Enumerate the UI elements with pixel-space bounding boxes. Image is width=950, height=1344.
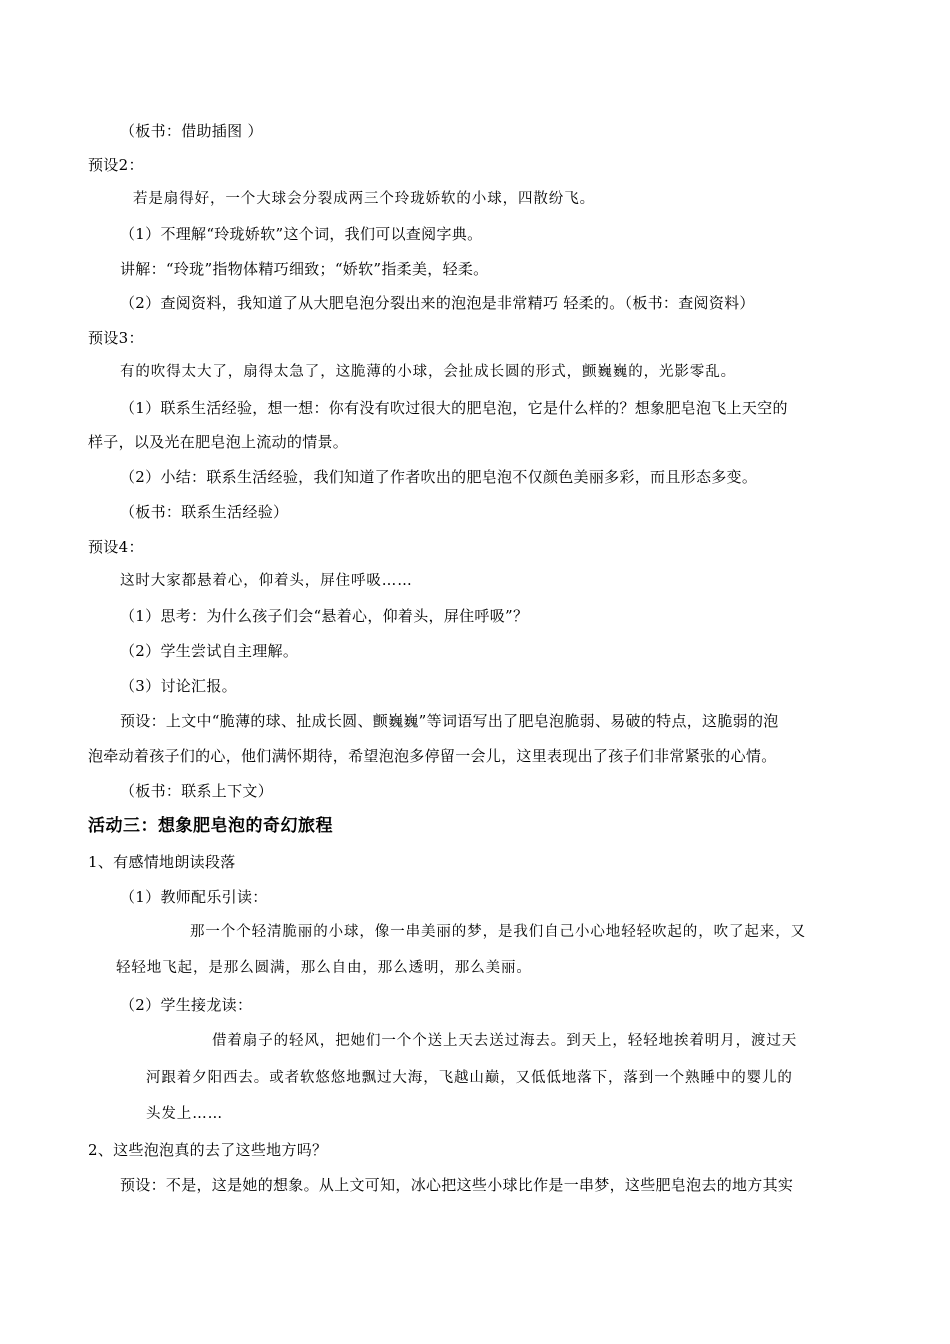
board-note-context: （板书：联系上下文） [120,782,274,800]
quote-line-3: 这时大家都悬着心，仰着头，屏住呼吸…… [120,573,413,589]
quote-line-8: 头发上…… [146,1106,223,1122]
paragraph-line: 样子，以及光在肥皂泡上流动的情景。 [88,433,349,451]
step-2-heading: 2、这些泡泡真的去了这些地方吗？ [88,1141,328,1159]
paragraph-line: （3）讨论汇报。 [120,677,237,695]
board-note-life-experience: （板书：联系生活经验） [120,503,289,521]
quote-line-7: 河跟着夕阳西去。或者软悠悠地飘过大海，飞越山巅，又低低地落下，落到一个熟睡中的婴儿的 [146,1070,793,1086]
step-1-heading: 1、有感情地朗读段落 [88,853,236,871]
paragraph-line: 预设：上文中“脆薄的球、扯成长圆、颤巍巍”等词语写出了肥皂泡脆弱、易破的特点，这脆弱的泡 [120,712,779,730]
quote-line-2: 有的吹得太大了，扇得太急了，这脆薄的小球，会扯成长圆的形式，颤巍巍的，光影零乱。 [120,364,736,380]
paragraph-line: （1）联系生活经验，想一想：你有没有吹过很大的肥皂泡，它是什么样的？想象肥皂泡飞上天空的 [120,399,788,417]
quote-line-1: 若是扇得好，一个大球会分裂成两三个玲珑娇软的小球，四散纷飞。 [133,191,595,207]
paragraph-line: （2）学生接龙读： [120,996,253,1014]
board-note-illustration: （板书：借助插图 ） [120,122,263,140]
preset-2-label: 预设2： [88,156,144,174]
paragraph-line: （1）教师配乐引读： [120,888,268,906]
quote-line-6: 借着扇子的轻风，把她们一个个送上天去送过海去。到天上，轻轻地挨着明月，渡过天 [212,1033,798,1049]
preset-3-label: 预设3： [88,329,144,347]
paragraph-line: （1）不理解“玲珑娇软”这个词，我们可以查阅字典。 [120,225,483,243]
quote-line-5: 轻轻地飞起，是那么圆满，那么自由，那么透明，那么美丽。 [116,960,532,976]
quote-line-4: 那一个个轻清脆丽的小球，像一串美丽的梦，是我们自己小心地轻轻吹起的，吹了起来，又 [190,924,806,940]
paragraph-line: 讲解：“玲珑”指物体精巧细致；“娇软”指柔美，轻柔。 [120,260,489,278]
paragraph-line: 预设：不是，这是她的想象。从上文可知，冰心把这些小球比作是一串梦，这些肥皂泡去的地方其实 [120,1176,794,1194]
paragraph-line: （1）思考：为什么孩子们会“悬着心，仰着头，屏住呼吸”？ [120,607,529,625]
paragraph-line: （2）查阅资料，我知道了从大肥皂泡分裂出来的泡泡是非常精巧 轻柔的。（板书：查阅资料） [120,294,755,312]
activity-3-heading: 活动三：想象肥皂泡的奇幻旅程 [88,816,333,836]
paragraph-line: （2）学生尝试自主理解。 [120,642,299,660]
paragraph-line: 泡牵动着孩子们的心，他们满怀期待，希望泡泡多停留一会儿，这里表现出了孩子们非常紧张的心情。 [88,747,777,765]
preset-4-label: 预设4： [88,538,144,556]
paragraph-line: （2）小结：联系生活经验，我们知道了作者吹出的肥皂泡不仅颜色美丽多彩，而且形态多变。 [120,468,758,486]
